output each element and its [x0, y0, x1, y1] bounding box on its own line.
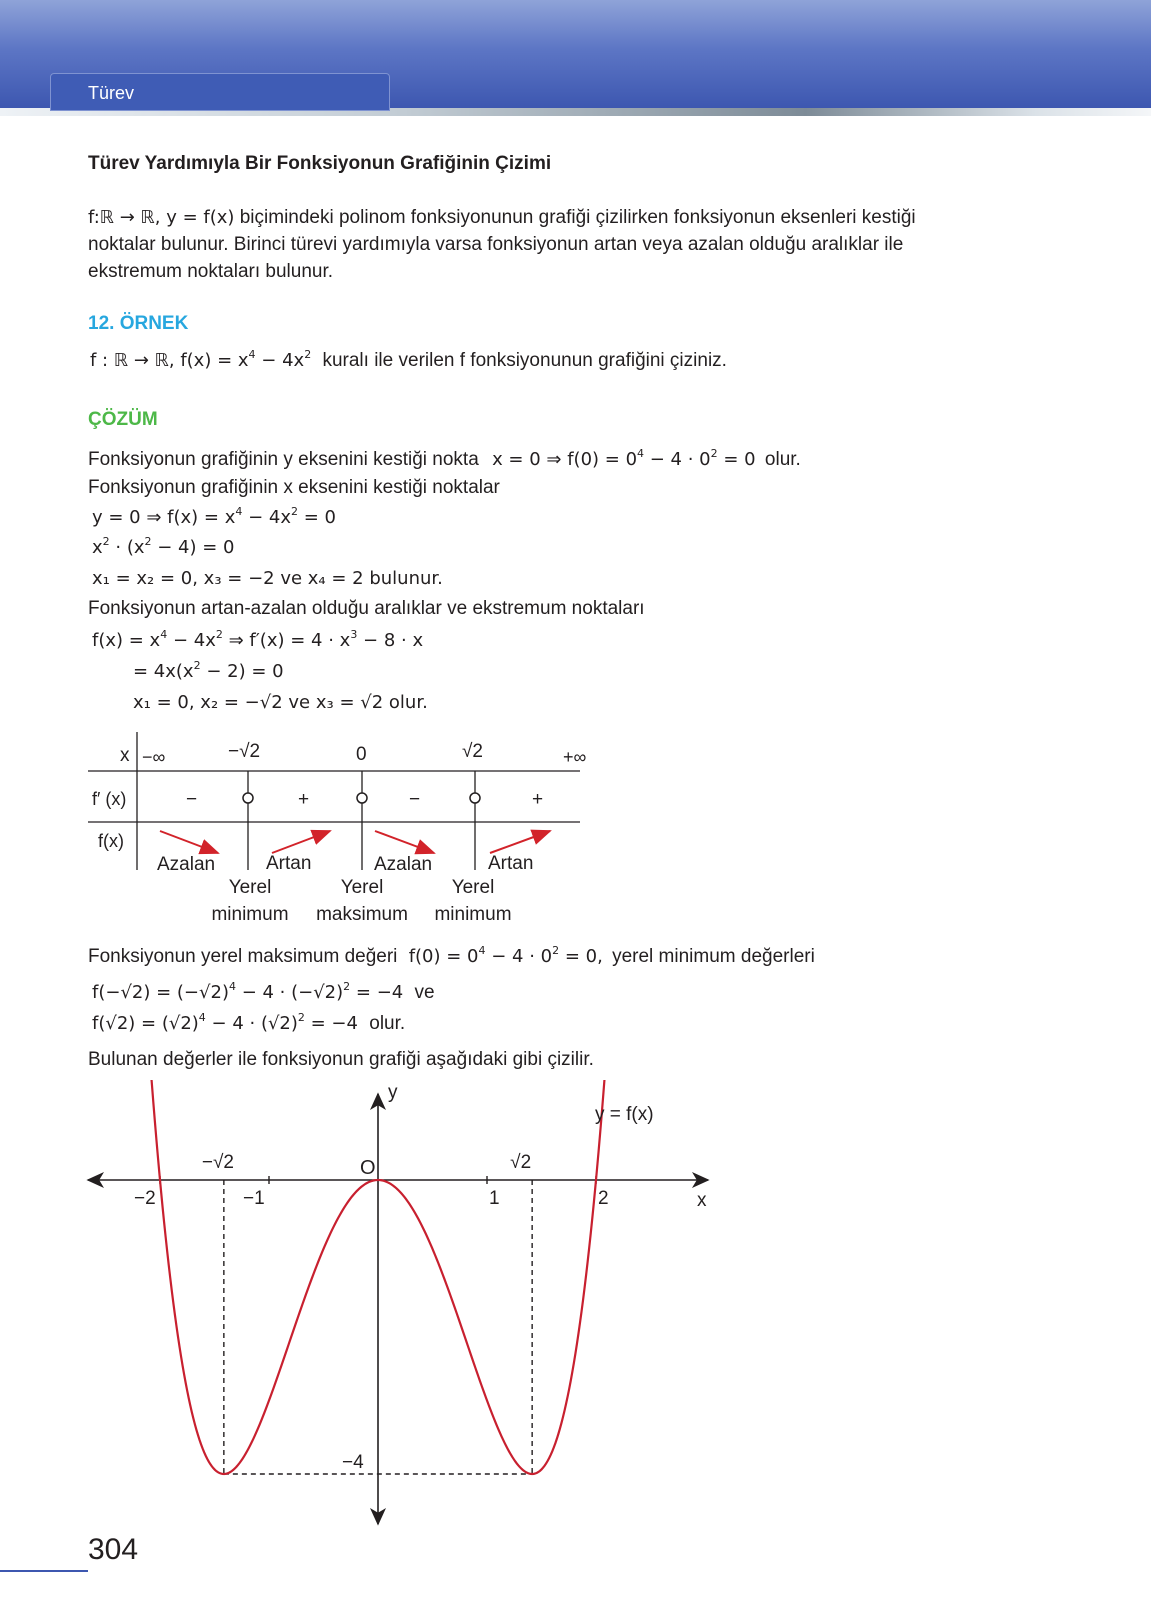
row-label-f: f(x) [98, 831, 124, 851]
max-value-line: Fonksiyonun yerel maksimum değeri $f(0) = 0^4 - 4 \cdot 0^2 = 0$, yerel minimum değerleri [88, 944, 815, 967]
arrow-decreasing-1 [160, 831, 218, 853]
intro-formula: f:ℝ → ℝ, y = f(x) [88, 207, 235, 228]
factor-line: = $4x(x^2 - 2) = 0$ [133, 659, 284, 682]
x-value-sqrt2: √2 [462, 741, 483, 762]
extremum-2-line1: Yerel [340, 877, 384, 898]
sign-interval-1: − [186, 789, 198, 810]
behavior-4: Artan [488, 853, 534, 874]
x-value-pos-inf: +∞ [563, 747, 587, 767]
arrow-increasing-1 [272, 831, 330, 853]
sign-table [0, 730, 620, 930]
example-label: 12. ÖRNEK [88, 313, 189, 334]
example-text: kuralı ile verilen f fonksiyonunun grafiğini çiziniz. [322, 350, 727, 371]
min-value-line-2: $f(√2) = (√2)^4 - 4 \cdot (√2)^2 = -4$ olur. [92, 1011, 406, 1034]
chapter-tab-label: Türev [88, 83, 135, 103]
graph-labels [134, 1082, 707, 1473]
intro-line-1 [88, 207, 916, 229]
sign-interval-2: + [298, 789, 310, 810]
solution-label: ÇÖZÜM [88, 409, 158, 430]
extremum-1-line2: minimum [211, 904, 289, 925]
max-value-formula: $f(0) = 0^4 - 4 \cdot 0^2 = 0$, [408, 944, 603, 967]
critical-points-line: x₁ = 0, x₂ = −√2 ve x₃ = √2 olur. [133, 692, 428, 713]
solution-line-2: Fonksiyonun grafiğinin x eksenini kestiği noktalar [88, 477, 500, 498]
sign-interval-4: + [532, 789, 544, 810]
solution-line-1: Fonksiyonun grafiğinin y eksenini kestiği nokta x = 0 ⇒ $f(0) = 0^4 - 4 \cdot 0^2 = 0$ olur. [88, 447, 801, 470]
x-tick-label-2: 1 [489, 1188, 500, 1209]
x-value-neg-inf: −∞ [142, 747, 166, 767]
closing-line: Bulunan değerler ile fonksiyonun grafiği aşağıdaki gibi çizilir. [88, 1049, 594, 1070]
x-value-zero: 0 [356, 744, 367, 765]
extremum-3-line2: minimum [434, 904, 512, 925]
x-tick-label-1: −1 [243, 1188, 265, 1209]
x-axis-label: x [697, 1190, 707, 1211]
intro-line-3: ekstremum noktaları bulunur. [88, 261, 334, 282]
equation-1: y = 0 ⇒ $f(x) = x^4 - 4x^2 = 0$ [92, 505, 336, 528]
x-value-neg-sqrt2: −√2 [228, 741, 261, 762]
behavior-1: Azalan [157, 854, 216, 875]
chapter-tab [50, 73, 390, 111]
intro-text-1: biçimindeki polinom fonksiyonunun grafiği çizilirken fonksiyonun eksenleri kestiği [239, 207, 916, 228]
example-statement [90, 350, 727, 372]
origin-label: O [360, 1157, 376, 1179]
solution-line-3: Fonksiyonun artan-azalan olduğu aralıklar ve ekstremum noktaları [88, 598, 645, 619]
extremum-2-line2: maksimum [316, 904, 408, 925]
arrow-increasing-2 [490, 831, 550, 853]
example-formula: f : ℝ → ℝ, $f(x) = x^4 - 4x^2$ [90, 348, 312, 371]
function-curve [150, 1080, 612, 1474]
special-x-label-1: √2 [510, 1152, 532, 1173]
row-label-x: x [120, 745, 130, 766]
page-number: 304 [88, 1533, 139, 1566]
y-tick-label-0: −4 [342, 1452, 364, 1473]
min-value-line-1: $f(-√2) = (-√2)^4 - 4 \cdot (-√2)^2 = -4$ ve [92, 980, 435, 1003]
special-x-label-0: −√2 [201, 1152, 234, 1173]
extremum-3-line1: Yerel [451, 877, 495, 898]
behavior-2: Artan [266, 853, 312, 874]
x-tick-label-3: 2 [598, 1188, 609, 1209]
section-title: Türev Yardımıyla Bir Fonksiyonun Grafiğinin Çizimi [88, 153, 552, 174]
intro-line-2: noktalar bulunur. Birinci türevi yardımıyla varsa fonksiyonun artan veya azalan olduğu aralıklar ile [88, 234, 904, 255]
y-intercept-formula: x = 0 ⇒ $f(0) = 0^4 - 4 \cdot 0^2 = 0$ [492, 447, 756, 470]
sign-interval-3: − [409, 789, 421, 810]
roots-line: x₁ = x₂ = 0, x₃ = −2 ve x₄ = 2 bulunur. [92, 568, 443, 589]
curve-label: y = f(x) [595, 1104, 654, 1125]
arrow-decreasing-2 [375, 831, 434, 853]
row-label-fprime: f′ (x) [92, 789, 127, 809]
extremum-1-line1: Yerel [228, 877, 272, 898]
function-graph [0, 1080, 720, 1530]
equation-2: $x^2 \cdot (x^2 - 4) = 0$ [92, 535, 235, 558]
page-number-underline [0, 1570, 88, 1572]
x-tick-label-0: −2 [134, 1188, 156, 1209]
y-axis-label: y [388, 1082, 398, 1103]
derivative-line: $f(x) = x^4 - 4x^2$ ⇒ $f'(x) = 4 \cdot x^3 - 8 \cdot x$ [92, 628, 424, 651]
behavior-3: Azalan [374, 854, 433, 875]
